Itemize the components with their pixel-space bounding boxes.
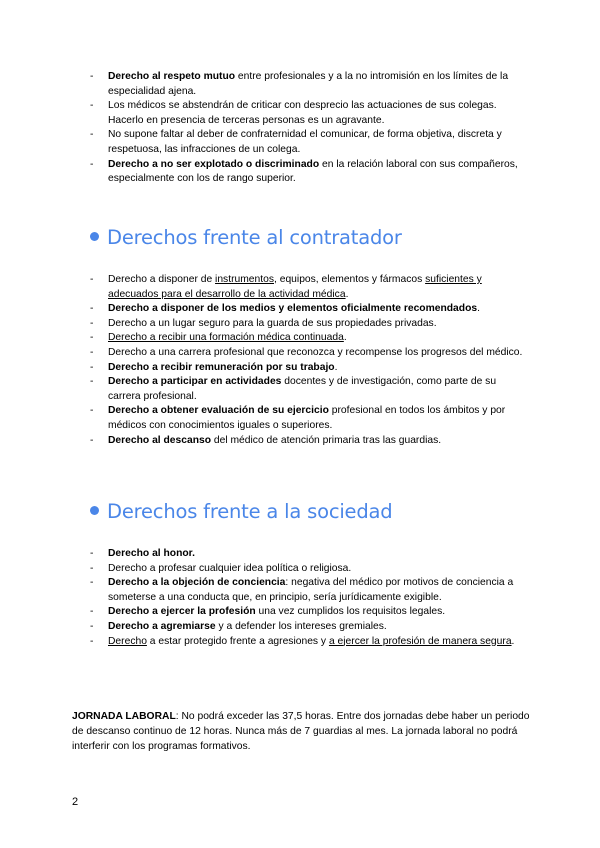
- list-item-text: No supone faltar al deber de confraternidad el comunicar, de forma objetiva, discreta y respetuosa, las infracciones de un colega.: [108, 129, 502, 155]
- dash-bullet: -: [90, 620, 94, 632]
- dash-bullet: -: [90, 635, 94, 647]
- list-item: [90, 404, 530, 433]
- list-item-text: .: [345, 288, 349, 300]
- dash-bullet: -: [90, 71, 94, 82]
- list-item: [90, 346, 530, 361]
- heading-text: Derechos frente a la sociedad: [107, 500, 393, 523]
- list-item: [90, 547, 530, 562]
- list-item-text: suficientes y adecuados para el desarrollo de la actividad médica: [108, 274, 482, 300]
- dash-bullet: -: [90, 100, 94, 112]
- jornada-label: JORNADA LABORAL: [72, 711, 176, 722]
- dash-bullet: -: [90, 346, 94, 358]
- bullet-icon: [90, 506, 99, 515]
- list-item-text: Derecho al respeto mutuo: [108, 71, 236, 82]
- list-item-text: a ejercer la profesión de manera segura: [328, 635, 512, 647]
- list-item-text: .: [343, 332, 347, 344]
- dash-bullet: -: [90, 274, 94, 285]
- list-item-text: Derecho: [108, 635, 147, 647]
- list-item-text: Derecho a profesar cualquier idea política o religiosa.: [108, 562, 352, 574]
- page-number: 2: [72, 796, 79, 808]
- list-item-text: a estar protegido frente a agresiones y: [146, 635, 329, 647]
- list-item-text: Derecho a un lugar seguro para la guarda de sus propiedades privadas.: [108, 317, 437, 329]
- list-item-text: Derecho a recibir una formación médica continuada: [108, 332, 344, 344]
- jornada-text: : No podrá exceder las 37,5 horas. Entre dos jornadas debe haber un periodo de descanso continuo de 12 horas. Nunca más de 7 guardias al mes. La jornada laboral no podrá interferir con los programas formativos.: [72, 711, 530, 752]
- list-item: [90, 605, 530, 620]
- list-item: [90, 576, 530, 605]
- dash-bullet: -: [90, 548, 94, 559]
- dash-bullet: -: [90, 577, 94, 589]
- dash-bullet: -: [90, 158, 94, 170]
- list-item-text: : negativa del médico por motivos de conciencia a someterse a una conducta que, en principio, sería jurídicamente exigible.: [108, 577, 514, 603]
- dash-bullet: -: [90, 129, 94, 141]
- list-item-text: Derecho a la objeción de conciencia: [108, 577, 286, 589]
- list-colleague-rights: [90, 70, 530, 187]
- jornada-laboral-paragraph: [72, 709, 532, 754]
- list-item: [90, 375, 530, 404]
- list-item-text: Derecho a una carrera profesional que reconozca y recompense los progresos del médico.: [108, 346, 523, 358]
- dash-bullet: -: [90, 606, 94, 618]
- list-item: [90, 620, 530, 635]
- list-item: [90, 273, 530, 302]
- list-item-text: Derecho a disponer de los medios y elementos oficialmente recomendados: [108, 303, 478, 315]
- list-item-text: instrumentos: [215, 274, 274, 285]
- list-item: [90, 331, 530, 346]
- dash-bullet: -: [90, 332, 94, 344]
- list-item-text: Los médicos se abstendrán de criticar con desprecio las actuaciones de sus colegas. Hacerlo en presencia de terceras personas es un agravante.: [108, 100, 497, 126]
- list-item-text: .: [334, 361, 338, 373]
- list-item-text: Derecho a disponer de: [108, 274, 216, 285]
- list-item-text: Derecho a recibir remuneración por su trabajo: [108, 361, 335, 373]
- dash-bullet: -: [90, 361, 94, 373]
- list-item-text: docentes y de investigación, como parte de su carrera profesional.: [108, 376, 497, 402]
- list-item-text: Derecho al descanso: [108, 434, 212, 446]
- list-item-text: .: [511, 635, 515, 647]
- list-item-text: , equipos, elementos y fármacos: [274, 274, 426, 285]
- dash-bullet: -: [90, 303, 94, 315]
- list-item-text: entre profesionales y a la no intromisión en los límites de la especialidad ajena.: [108, 71, 509, 97]
- list-item-text: profesional en todos los ámbitos y por médicos con conocimientos iguales o superiores.: [108, 405, 506, 431]
- list-item-text: Derecho a agremiarse: [108, 620, 216, 632]
- list-society-rights: [90, 547, 530, 649]
- dash-bullet: -: [90, 562, 94, 574]
- list-item: [90, 562, 530, 577]
- list-item-text: Derecho a participar en actividades: [108, 376, 282, 388]
- dash-bullet: -: [90, 376, 94, 388]
- bullet-icon: [90, 232, 99, 241]
- list-item: [90, 128, 530, 157]
- list-item: [90, 434, 530, 449]
- list-item-text: Derecho al honor.: [108, 548, 195, 559]
- dash-bullet: -: [90, 317, 94, 329]
- list-item-text: del médico de atención primaria tras las guardias.: [211, 434, 442, 446]
- list-item-text: Derecho a ejercer la profesión: [108, 606, 256, 618]
- section-heading-sociedad: [90, 500, 392, 523]
- list-item: [90, 635, 530, 650]
- list-item: [90, 361, 530, 376]
- list-item: [90, 302, 530, 317]
- dash-bullet: -: [90, 405, 94, 417]
- dash-bullet: -: [90, 434, 94, 446]
- list-employer-rights: [90, 273, 530, 448]
- list-item: [90, 99, 530, 128]
- list-item-text: .: [477, 303, 480, 315]
- list-item-text: una vez cumplidos los requisitos legales.: [255, 606, 446, 618]
- list-item-text: y a defender los intereses gremiales.: [215, 620, 387, 632]
- list-item: [90, 158, 530, 187]
- list-item-text: Derecho a no ser explotado o discriminado: [108, 158, 320, 170]
- list-item-text: Derecho a obtener evaluación de su ejercicio: [108, 405, 329, 417]
- list-item-text: en la relación laboral con sus compañeros, especialmente con los de rango superior.: [108, 158, 518, 185]
- list-item: [90, 70, 530, 99]
- heading-text: Derechos frente al contratador: [107, 226, 402, 249]
- list-item: [90, 317, 530, 332]
- section-heading-contratador: [90, 226, 402, 249]
